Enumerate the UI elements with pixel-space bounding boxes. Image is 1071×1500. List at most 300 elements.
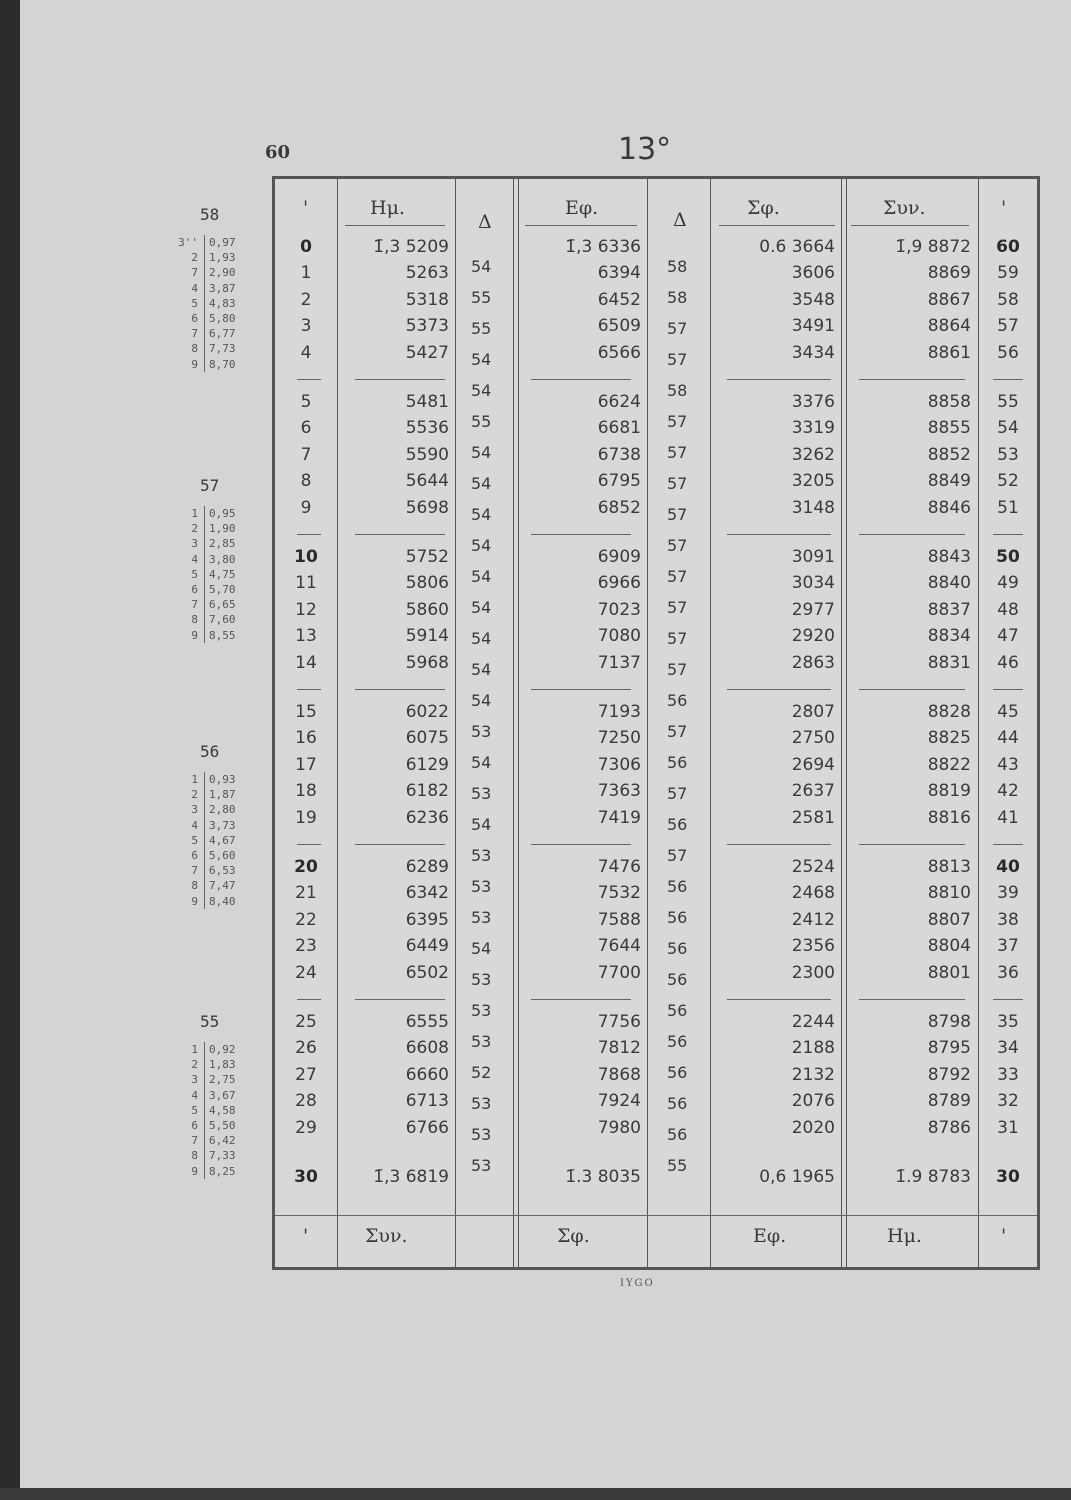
tan-diff-cell: 56 xyxy=(667,690,688,710)
minute-right-cell: 48 xyxy=(997,599,1019,620)
sin-cell: 5318 xyxy=(405,289,449,310)
sin-diff-cell: 53 xyxy=(471,907,492,927)
cot-cell: 3148 xyxy=(791,497,835,518)
cot-cell: 0.6 3664 xyxy=(759,237,835,257)
pp-row xyxy=(168,1057,278,1072)
minute-right-cell: 58 xyxy=(997,289,1019,310)
sin-cell: 5752 xyxy=(405,547,449,567)
pp-digit: 2 xyxy=(191,788,198,802)
group-rule xyxy=(297,999,321,1000)
minute-cell: 8 xyxy=(300,471,312,492)
col-divider xyxy=(978,179,979,1267)
page-title: 13° xyxy=(618,132,672,167)
pp-table-header: 58 xyxy=(200,205,220,224)
pp-digit: 9 xyxy=(191,628,198,642)
cot-cell: 3091 xyxy=(791,547,835,567)
cos-cell: 8825 xyxy=(927,728,971,749)
tan-cell: 7588 xyxy=(597,909,641,930)
pp-value: 0,93 xyxy=(204,772,236,787)
pp-row xyxy=(168,506,278,521)
sin-diff-cell: 55 xyxy=(471,318,492,338)
pp-value: 3,67 xyxy=(204,1088,236,1103)
pp-digit: 7 xyxy=(191,266,198,280)
pp-row xyxy=(168,628,278,643)
trig-table xyxy=(272,176,1040,1270)
sin-diff-cell: 52 xyxy=(471,1062,492,1082)
sin-cell: 5590 xyxy=(405,444,449,465)
pp-digit: 3 xyxy=(191,1073,198,1087)
minute-cell: 14 xyxy=(295,652,317,673)
pp-row xyxy=(168,281,278,296)
group-rule xyxy=(993,999,1023,1000)
pp-digit: 3 xyxy=(191,537,198,551)
cos-cell: 8795 xyxy=(927,1038,971,1059)
pp-table-header: 55 xyxy=(200,1012,220,1031)
pp-row xyxy=(168,552,278,567)
group-rule xyxy=(993,534,1023,535)
header-cos: Συν. xyxy=(883,197,926,219)
sin-diff-cell: 54 xyxy=(471,628,492,648)
pp-digit: 4 xyxy=(191,818,198,832)
minute-right-cell: 52 xyxy=(997,471,1019,492)
pp-digit: 8 xyxy=(191,613,198,627)
cot-cell: 2694 xyxy=(791,754,835,775)
group-rule xyxy=(727,844,831,845)
tan-diff-cell: 56 xyxy=(667,1093,688,1113)
cot-cell: 3548 xyxy=(791,289,835,310)
tan-diff-cell: 58 xyxy=(667,256,688,276)
minute-right-cell: 33 xyxy=(997,1064,1019,1085)
tan-cell: 6852 xyxy=(597,497,641,518)
tan-cell: 7193 xyxy=(597,702,641,722)
pp-digit: 7 xyxy=(191,327,198,341)
header-minute-right: ' xyxy=(1001,197,1007,219)
pp-table-header: 57 xyxy=(200,476,220,495)
tan-cell: 7080 xyxy=(597,626,641,647)
minute-right-cell: 46 xyxy=(997,652,1019,673)
minute-right-cell: 38 xyxy=(997,909,1019,930)
pp-digit: 6 xyxy=(191,848,198,862)
pp-digit: 1 xyxy=(191,507,198,520)
tan-diff-cell: 57 xyxy=(667,783,688,803)
pp-value: 5,50 xyxy=(204,1118,236,1133)
group-rule xyxy=(993,379,1023,380)
minute-right-cell: 53 xyxy=(997,444,1019,465)
pp-digit: 6 xyxy=(191,1118,198,1132)
tan-cell: 6566 xyxy=(597,342,641,363)
tan-diff-cell: 57 xyxy=(667,318,688,338)
minute-cell: 25 xyxy=(295,1012,317,1032)
minute-cell: 2 xyxy=(300,289,312,310)
minute-right-cell: 50 xyxy=(996,547,1020,567)
minute-cell: 10 xyxy=(294,547,318,567)
pp-value: 4,75 xyxy=(204,567,236,582)
tan-cell: 7924 xyxy=(597,1091,641,1112)
pp-value: 0,97 xyxy=(204,235,236,250)
tan-diff-cell: 57 xyxy=(667,659,688,679)
pp-value: 4,83 xyxy=(204,296,236,311)
minute-cell: 24 xyxy=(295,962,317,983)
cos-cell: 8846 xyxy=(927,497,971,518)
pp-digit: 7 xyxy=(191,864,198,878)
cot-cell: 2188 xyxy=(791,1038,835,1059)
sin-cell: 5373 xyxy=(405,316,449,337)
sin-diff-cell: 54 xyxy=(471,659,492,679)
sin-cell: 5427 xyxy=(405,342,449,363)
cot-cell: 0,6 1965 xyxy=(759,1167,835,1187)
sin-diff-cell: 54 xyxy=(471,256,492,276)
pp-value: 4,58 xyxy=(204,1103,236,1118)
group-rule xyxy=(531,999,631,1000)
cos-cell: 8843 xyxy=(927,547,971,567)
sin-cell: 6182 xyxy=(405,781,449,802)
header-sin: Ημ. xyxy=(370,197,405,219)
tan-cell: 7137 xyxy=(597,652,641,673)
tan-diff-cell: 56 xyxy=(667,752,688,772)
sin-cell: 5644 xyxy=(405,471,449,492)
tan-cell: 6795 xyxy=(597,471,641,492)
cot-cell: 2807 xyxy=(791,702,835,722)
tan-diff-cell: 56 xyxy=(667,969,688,989)
pp-row xyxy=(168,1072,278,1087)
pp-row xyxy=(168,567,278,582)
minute-cell: 11 xyxy=(295,573,317,594)
pp-row xyxy=(168,265,278,280)
pp-digit: 4 xyxy=(191,1088,198,1102)
sin-cell: 6236 xyxy=(405,807,449,828)
pp-value: 1,87 xyxy=(204,787,236,802)
cos-cell: 8858 xyxy=(927,392,971,412)
pp-row xyxy=(168,536,278,551)
pp-row xyxy=(168,848,278,863)
tan-cell: 7476 xyxy=(597,857,641,877)
minute-right-cell: 35 xyxy=(997,1012,1019,1032)
cot-cell: 2637 xyxy=(791,781,835,802)
pp-table-header: 56 xyxy=(200,742,220,761)
pp-digit: 8 xyxy=(191,342,198,356)
cot-cell: 3606 xyxy=(791,263,835,284)
tan-diff-cell: 57 xyxy=(667,721,688,741)
tan-cell: 7363 xyxy=(597,781,641,802)
tan-diff-cell: 56 xyxy=(667,876,688,896)
minute-cell: 26 xyxy=(295,1038,317,1059)
sin-diff-cell: 54 xyxy=(471,938,492,958)
minute-cell: 6 xyxy=(300,418,312,439)
tan-cell: 7532 xyxy=(597,883,641,904)
group-rule xyxy=(297,844,321,845)
pp-digit: 9 xyxy=(191,1164,198,1178)
cos-cell: 8807 xyxy=(927,909,971,930)
cot-cell: 2581 xyxy=(791,807,835,828)
cot-cell: 3262 xyxy=(791,444,835,465)
sin-cell: 6502 xyxy=(405,962,449,983)
pp-value: 7,73 xyxy=(204,341,236,356)
minute-right-cell: 60 xyxy=(996,237,1020,257)
sin-cell: 6395 xyxy=(405,909,449,930)
tan-cell: 7250 xyxy=(597,728,641,749)
group-rule xyxy=(297,379,321,380)
pp-value: 5,80 xyxy=(204,311,236,326)
pp-row xyxy=(168,1164,278,1179)
cot-cell: 3205 xyxy=(791,471,835,492)
tan-diff-cell: 58 xyxy=(667,287,688,307)
pp-value: 1,93 xyxy=(204,250,236,265)
pp-value: 8,55 xyxy=(204,628,236,643)
footer-cos: Ημ. xyxy=(887,1225,922,1247)
sin-diff-cell: 54 xyxy=(471,814,492,834)
pp-value: 4,67 xyxy=(204,833,236,848)
pp-value: 7,60 xyxy=(204,612,236,627)
pp-value: 5,60 xyxy=(204,848,236,863)
group-rule xyxy=(993,844,1023,845)
sin-cell: 1̄,3 6819 xyxy=(373,1167,449,1187)
pp-digit: 6 xyxy=(191,311,198,325)
minute-right-cell: 49 xyxy=(997,573,1019,594)
minute-right-cell: 31 xyxy=(997,1117,1019,1138)
pp-value: 0,95 xyxy=(204,506,236,521)
sin-diff-cell: 53 xyxy=(471,783,492,803)
tan-diff-cell: 57 xyxy=(667,535,688,555)
pp-value: 3,87 xyxy=(204,281,236,296)
cos-cell: 8789 xyxy=(927,1091,971,1112)
minute-right-cell: 56 xyxy=(997,342,1019,363)
sin-diff-cell: 55 xyxy=(471,411,492,431)
minute-right-cell: 55 xyxy=(997,392,1019,412)
pp-row xyxy=(168,1133,278,1148)
tan-diff-cell: 56 xyxy=(667,1124,688,1144)
minute-cell: 27 xyxy=(295,1064,317,1085)
tan-diff-cell: 57 xyxy=(667,442,688,462)
group-rule xyxy=(531,689,631,690)
group-rule xyxy=(297,689,321,690)
tan-cell: 7980 xyxy=(597,1117,641,1138)
minute-cell: 30 xyxy=(294,1167,318,1187)
sin-diff-cell: 54 xyxy=(471,473,492,493)
sin-diff-cell: 54 xyxy=(471,504,492,524)
cot-cell: 2524 xyxy=(791,857,835,877)
cot-cell: 3034 xyxy=(791,573,835,594)
pp-row xyxy=(168,235,278,250)
minute-cell: 13 xyxy=(295,626,317,647)
minute-right-cell: 43 xyxy=(997,754,1019,775)
minute-right-cell: 54 xyxy=(997,418,1019,439)
tan-cell: 6909 xyxy=(597,547,641,567)
cot-cell: 2977 xyxy=(791,599,835,620)
header-rule xyxy=(851,225,969,226)
group-rule xyxy=(355,999,445,1000)
header-tan: Εφ. xyxy=(565,197,599,219)
header-rule xyxy=(719,225,835,226)
pp-digit: 3'' xyxy=(178,236,198,249)
cos-cell: 8828 xyxy=(927,702,971,722)
tan-cell: 7868 xyxy=(597,1064,641,1085)
minute-cell: 7 xyxy=(300,444,312,465)
cot-cell: 2356 xyxy=(791,936,835,957)
group-rule xyxy=(727,999,831,1000)
pp-digit: 5 xyxy=(191,296,198,310)
group-rule xyxy=(859,844,965,845)
pp-value: 8,70 xyxy=(204,357,236,372)
cos-cell: 8869 xyxy=(927,263,971,284)
tan-cell: 7812 xyxy=(597,1038,641,1059)
group-rule xyxy=(297,534,321,535)
minute-right-cell: 57 xyxy=(997,316,1019,337)
sin-cell: 6075 xyxy=(405,728,449,749)
pp-digit: 5 xyxy=(191,833,198,847)
header-tan-diff: Δ xyxy=(673,209,687,231)
pp-row xyxy=(168,818,278,833)
pp-value: 1,90 xyxy=(204,521,236,536)
minute-right-cell: 40 xyxy=(996,857,1020,877)
tan-cell: 6966 xyxy=(597,573,641,594)
cos-cell: 8867 xyxy=(927,289,971,310)
pp-value: 2,85 xyxy=(204,536,236,551)
pp-row xyxy=(168,357,278,372)
minute-cell: 21 xyxy=(295,883,317,904)
sin-diff-cell: 54 xyxy=(471,690,492,710)
pp-table xyxy=(168,205,278,372)
sin-diff-cell: 54 xyxy=(471,349,492,369)
minute-cell: 17 xyxy=(295,754,317,775)
pp-row xyxy=(168,894,278,909)
tan-cell: 6452 xyxy=(597,289,641,310)
tan-cell: 6624 xyxy=(597,392,641,412)
cot-cell: 2300 xyxy=(791,962,835,983)
pp-digit: 9 xyxy=(191,357,198,371)
pp-digit: 1 xyxy=(191,1043,198,1056)
cos-cell: 8819 xyxy=(927,781,971,802)
tan-cell: 7644 xyxy=(597,936,641,957)
footer-tan: Σφ. xyxy=(557,1225,590,1247)
pp-row xyxy=(168,1148,278,1163)
sin-cell: 5860 xyxy=(405,599,449,620)
cos-cell: 8837 xyxy=(927,599,971,620)
sin-diff-cell: 53 xyxy=(471,1124,492,1144)
cos-cell: 8810 xyxy=(927,883,971,904)
pp-digit: 4 xyxy=(191,281,198,295)
sin-diff-cell: 54 xyxy=(471,752,492,772)
group-rule xyxy=(531,844,631,845)
sin-cell: 5481 xyxy=(405,392,449,412)
group-rule xyxy=(859,534,965,535)
sin-cell: 6660 xyxy=(405,1064,449,1085)
pp-row xyxy=(168,326,278,341)
cot-cell: 2076 xyxy=(791,1091,835,1112)
cos-cell: 8852 xyxy=(927,444,971,465)
pp-digit: 4 xyxy=(191,552,198,566)
minute-cell: 15 xyxy=(295,702,317,722)
sin-diff-cell: 54 xyxy=(471,380,492,400)
tan-cell: 6509 xyxy=(597,316,641,337)
sin-cell: 6713 xyxy=(405,1091,449,1112)
sin-diff-cell: 54 xyxy=(471,566,492,586)
tan-cell: 1̄,3 6336 xyxy=(565,237,641,257)
group-rule xyxy=(355,379,445,380)
pp-row xyxy=(168,1042,278,1057)
tan-diff-cell: 58 xyxy=(667,380,688,400)
tan-diff-cell: 57 xyxy=(667,349,688,369)
cot-cell: 3491 xyxy=(791,316,835,337)
minute-right-cell: 45 xyxy=(997,702,1019,722)
cos-cell: 8798 xyxy=(927,1012,971,1032)
minute-cell: 22 xyxy=(295,909,317,930)
pp-row xyxy=(168,787,278,802)
tan-diff-cell: 55 xyxy=(667,1155,688,1175)
tan-cell: 7700 xyxy=(597,962,641,983)
cos-cell: 8813 xyxy=(927,857,971,877)
footer-cot: Εφ. xyxy=(753,1225,787,1247)
header-rule xyxy=(345,225,445,226)
cot-cell: 3319 xyxy=(791,418,835,439)
cos-cell: 8840 xyxy=(927,573,971,594)
sin-diff-cell: 55 xyxy=(471,287,492,307)
sin-diff-cell: 53 xyxy=(471,1000,492,1020)
pp-row xyxy=(168,1103,278,1118)
pp-table xyxy=(168,1012,278,1179)
pp-row xyxy=(168,772,278,787)
tan-cell: 7419 xyxy=(597,807,641,828)
header-cot: Σφ. xyxy=(747,197,780,219)
minute-right-cell: 32 xyxy=(997,1091,1019,1112)
cot-cell: 2412 xyxy=(791,909,835,930)
cos-cell: 8816 xyxy=(927,807,971,828)
tan-diff-cell: 56 xyxy=(667,1000,688,1020)
pp-table xyxy=(168,476,278,643)
minute-right-cell: 39 xyxy=(997,883,1019,904)
sin-cell: 5806 xyxy=(405,573,449,594)
group-rule xyxy=(859,689,965,690)
col-divider xyxy=(647,179,648,1267)
minute-cell: 23 xyxy=(295,936,317,957)
tan-diff-cell: 56 xyxy=(667,938,688,958)
sin-diff-cell: 53 xyxy=(471,1155,492,1175)
scan-edge-bottom xyxy=(0,1488,1071,1500)
group-rule xyxy=(727,379,831,380)
sin-diff-cell: 53 xyxy=(471,969,492,989)
pp-value: 6,65 xyxy=(204,597,236,612)
cot-cell: 2468 xyxy=(791,883,835,904)
tan-diff-cell: 57 xyxy=(667,411,688,431)
col-divider xyxy=(337,179,338,1267)
minute-cell: 9 xyxy=(300,497,312,518)
tan-diff-cell: 56 xyxy=(667,907,688,927)
pp-value: 3,73 xyxy=(204,818,236,833)
minute-cell: 16 xyxy=(295,728,317,749)
group-rule xyxy=(859,999,965,1000)
pp-value: 6,53 xyxy=(204,863,236,878)
cos-cell: 8849 xyxy=(927,471,971,492)
sin-cell: 6342 xyxy=(405,883,449,904)
minute-right-cell: 37 xyxy=(997,936,1019,957)
pp-value: 2,75 xyxy=(204,1072,236,1087)
minute-right-cell: 51 xyxy=(997,497,1019,518)
pp-row xyxy=(168,341,278,356)
pp-digit: 3 xyxy=(191,803,198,817)
pp-row xyxy=(168,612,278,627)
pp-row xyxy=(168,597,278,612)
pp-digit: 5 xyxy=(191,1103,198,1117)
cos-cell: 1̄.9 8783 xyxy=(895,1167,971,1187)
pp-digit: 8 xyxy=(191,879,198,893)
pp-digit: 8 xyxy=(191,1149,198,1163)
minute-cell: 20 xyxy=(294,857,318,877)
cos-cell: 8822 xyxy=(927,754,971,775)
cot-cell: 2020 xyxy=(791,1117,835,1138)
pp-digit: 7 xyxy=(191,598,198,612)
pp-digit: 2 xyxy=(191,1058,198,1072)
pp-digit: 5 xyxy=(191,567,198,581)
cos-cell: 8834 xyxy=(927,626,971,647)
